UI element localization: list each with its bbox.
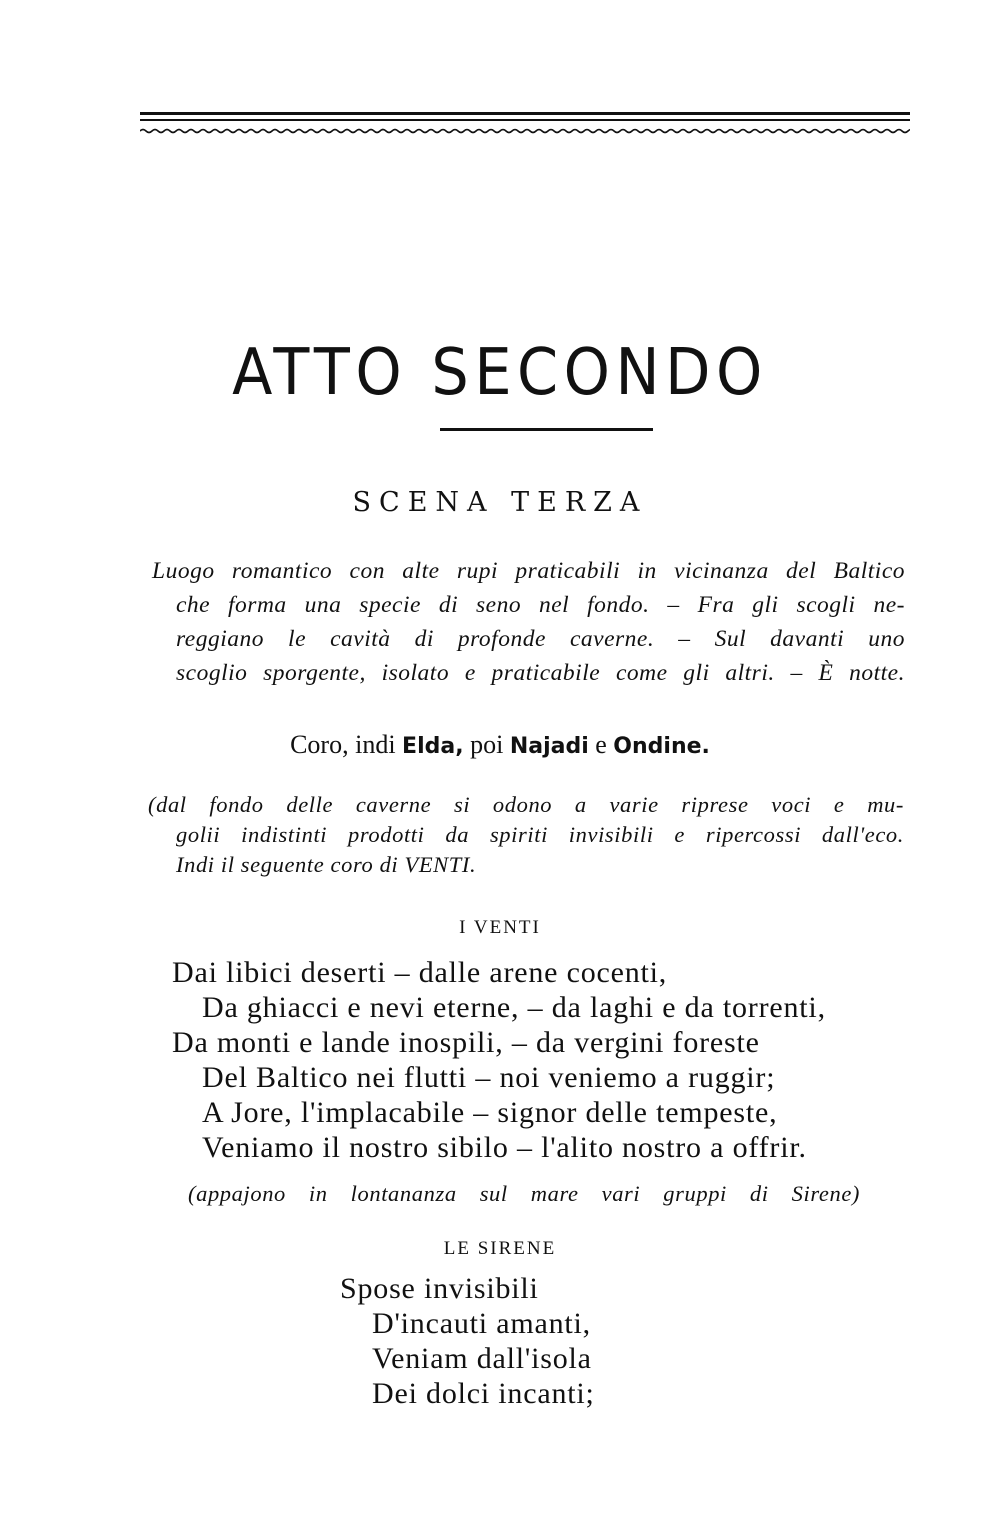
character-ondine: Ondine. (613, 734, 710, 759)
characters-line (0, 730, 1000, 760)
title-underline (440, 428, 653, 431)
verse-line: A Jore, l'implacabile – signor delle tempeste, (202, 1096, 778, 1129)
verse-line: Veniamo il nostro sibilo – l'alito nostro a offrir. (202, 1131, 807, 1164)
stage-direction-sirene: (appajono in lontananza sul mare vari gruppi di Sirene) (188, 1181, 860, 1206)
verse-line: Dai libici deserti – dalle arene cocenti, (172, 956, 668, 989)
verse-line: Da ghiacci e nevi eterne, – da laghi e da torrenti, (202, 991, 826, 1024)
wavy-ornament (140, 124, 910, 138)
act-title: ATTO SECONDO (232, 336, 768, 410)
setting-line: Luogo romantico con alte rupi praticabili in vicinanza del Baltico (152, 558, 905, 584)
verse-line: Del Baltico nei flutti – noi veniemo a ruggir; (202, 1061, 776, 1094)
characters-mid: e (595, 730, 607, 759)
verse-line: Da monti e lande inospili, – da vergini foreste (172, 1026, 760, 1059)
verse-line: Veniam dall'isola (372, 1342, 592, 1375)
stage-direction-line: (dal fondo delle caverne si odono a varie riprese voci e mu- (148, 792, 904, 817)
character-elda: Elda, (402, 734, 464, 759)
verse-line: Dei dolci incanti; (372, 1377, 595, 1410)
speaker-sirene: LE SIRENE (443, 1238, 557, 1259)
setting-line: che forma una specie di seno nel fondo. – Fra gli scogli ne- (176, 592, 905, 618)
character-najadi: Najadi (509, 734, 589, 759)
scene-title: SCENA TERZA (352, 487, 648, 518)
characters-mid: poi (470, 730, 504, 759)
header-rule-top (140, 112, 910, 115)
verse-line: Spose invisibili (340, 1272, 539, 1305)
stage-direction-line: Indi il seguente coro di VENTI. (176, 852, 477, 877)
verse-line: D'incauti amanti, (372, 1307, 591, 1340)
setting-line: reggiano le cavità di profonde caverne. – Sul davanti uno (176, 626, 905, 652)
speaker-venti: I VENTI (459, 917, 541, 938)
header-rule-bottom (140, 119, 910, 121)
setting-line: scoglio sporgente, isolato e praticabile come gli altri. – È notte. (176, 660, 905, 686)
stage-direction-line: golii indistinti prodotti da spiriti invisibili e ripercossi dall'eco. (176, 822, 904, 847)
characters-pre: Coro, indi (290, 730, 396, 759)
